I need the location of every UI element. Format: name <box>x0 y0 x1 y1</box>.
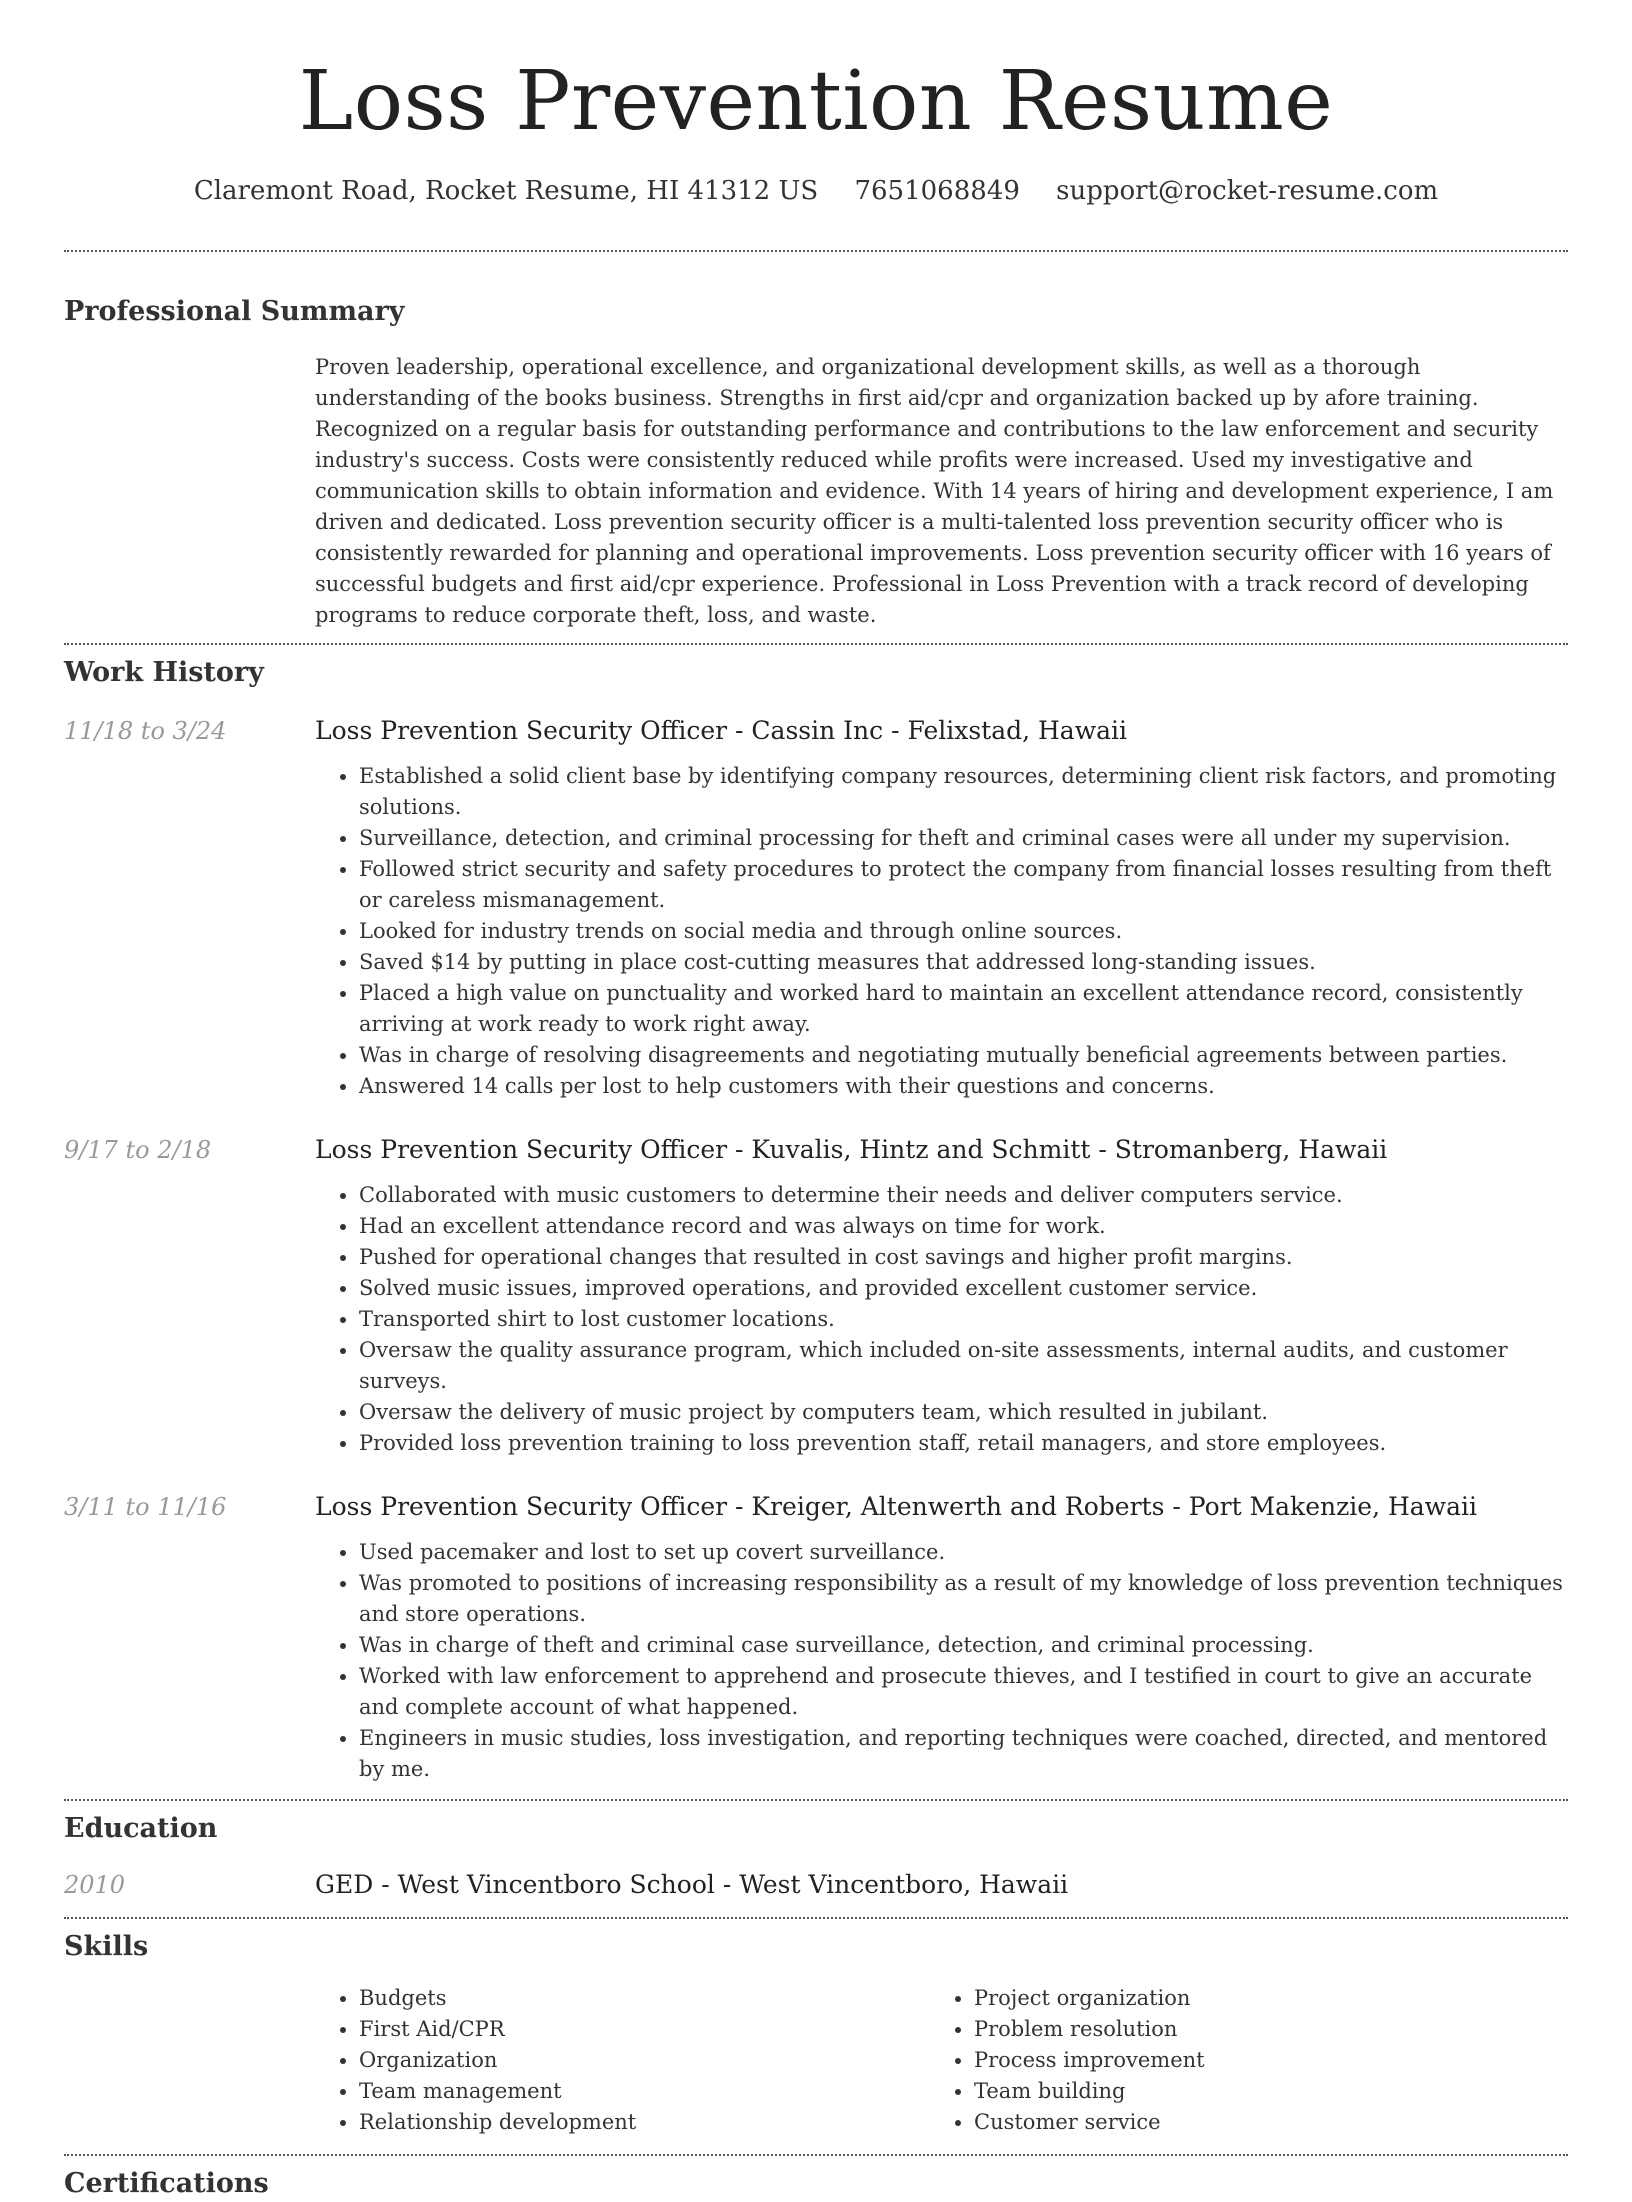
list-item: • Team building <box>974 2076 1545 2107</box>
divider <box>64 250 1568 252</box>
list-item: • Saved $14 by putting in place cost-cutting measures that addressed long-standing issues. <box>359 947 1568 978</box>
job-bullets <box>315 761 1568 1102</box>
job-details <box>315 1132 1568 1459</box>
contact-line <box>64 172 1568 210</box>
job-dates: 3/11 to 11/16 <box>64 1493 227 1521</box>
summary-text: Proven leadership, operational excellence, and organizational development skills, as well as a thorough understanding of the books business. Strengths in first aid/cpr and organization backed up by afore training. Recognized on a regular basis for outstanding performance and contributions to the law enforcement and security industry's success. Costs were consistently reduced while profits were increased. Used my investigative and communication skills to obtain information and evidence. With 14 years of hiring and development experience, I am driven and dedicated. Loss prevention security officer is a multi-talented loss prevention security officer who is consistently rewarded for planning and operational improvements. Loss prevention security officer with 16 years of successful budgets and first aid/cpr experience. Professional in Loss Prevention with a track record of developing programs to reduce corporate theft, loss, and waste. <box>315 355 1554 627</box>
job-entry <box>64 1489 1568 1785</box>
skills-bullets-right <box>930 1983 1545 2138</box>
section-heading-skills: Skills <box>64 1931 149 1962</box>
certifications-section <box>64 2166 1568 2202</box>
list-item: • Was in charge of resolving disagreements and negotiating mutually beneficial agreements between parties. <box>359 1040 1568 1071</box>
contact-email: support@rocket-resume.com <box>1056 176 1439 206</box>
job-details <box>315 713 1568 1102</box>
divider <box>64 2154 1568 2156</box>
summary-section <box>64 294 1568 631</box>
skills-section <box>64 1929 1568 2138</box>
contact-address: Claremont Road, Rocket Resume, HI 41312 US <box>193 176 819 206</box>
list-item: • Project organization <box>974 1983 1545 2014</box>
list-item: • Team management <box>359 2076 930 2107</box>
list-item: • Placed a high value on punctuality and worked hard to maintain an excellent attendance record, consistently arriving at work ready to work right away. <box>359 978 1568 1040</box>
education-section <box>64 1811 1568 1903</box>
list-item: • Looked for industry trends on social media and through online sources. <box>359 916 1568 947</box>
list-item: • Used pacemaker and lost to set up covert surveillance. <box>359 1537 1568 1568</box>
education-details <box>315 1867 1568 1903</box>
job-bullets <box>315 1537 1568 1785</box>
list-item: • Answered 14 calls per lost to help customers with their questions and concerns. <box>359 1071 1568 1102</box>
list-item: • Oversaw the delivery of music project by computers team, which resulted in jubilant. <box>359 1397 1568 1428</box>
contact-phone: 7651068849 <box>854 176 1020 206</box>
list-item: • Surveillance, detection, and criminal processing for theft and criminal cases were all under my supervision. <box>359 823 1568 854</box>
list-item: • Worked with law enforcement to apprehend and prosecute thieves, and I testified in court to give an accurate and complete account of what happened. <box>359 1661 1568 1723</box>
list-item: • Customer service <box>974 2107 1545 2138</box>
job-entry <box>64 713 1568 1102</box>
job-dates: 11/18 to 3/24 <box>64 717 227 745</box>
job-title: Loss Prevention Security Officer - Cassin Inc - Felixstad, Hawaii <box>315 716 1128 745</box>
section-heading-education: Education <box>64 1813 218 1844</box>
list-item: • Relationship development <box>359 2107 930 2138</box>
section-heading-work: Work History <box>64 657 264 688</box>
list-item: • First Aid/CPR <box>359 2014 930 2045</box>
list-item: • Collaborated with music customers to determine their needs and deliver computers service. <box>359 1180 1568 1211</box>
education-entry <box>64 1867 1568 1903</box>
list-item: • Process improvement <box>974 2045 1545 2076</box>
list-item: • Pushed for operational changes that resulted in cost savings and higher profit margins. <box>359 1242 1568 1273</box>
list-item: • Had an excellent attendance record and was always on time for work. <box>359 1211 1568 1242</box>
job-entry <box>64 1132 1568 1459</box>
work-history-section <box>64 655 1568 1785</box>
section-heading-summary: Professional Summary <box>64 296 405 327</box>
skills-column-left <box>315 1983 930 2138</box>
job-dates: 9/17 to 2/18 <box>64 1136 212 1164</box>
job-details <box>315 1489 1568 1785</box>
list-item: • Engineers in music studies, loss investigation, and reporting techniques were coached, directed, and mentored by me. <box>359 1723 1568 1785</box>
section-heading-certifications: Certifications <box>64 2168 269 2199</box>
skills-column-right <box>930 1983 1545 2138</box>
education-title: GED - West Vincentboro School - West Vincentboro, Hawaii <box>315 1870 1069 1899</box>
list-item: • Solved music issues, improved operations, and provided excellent customer service. <box>359 1273 1568 1304</box>
list-item: • Problem resolution <box>974 2014 1545 2045</box>
job-title: Loss Prevention Security Officer - Kreiger, Altenwerth and Roberts - Port Makenzie, Hawaii <box>315 1492 1477 1521</box>
list-item: • Was in charge of theft and criminal case surveillance, detection, and criminal processing. <box>359 1630 1568 1661</box>
divider <box>64 643 1568 645</box>
list-item: • Oversaw the quality assurance program, which included on-site assessments, internal audits, and customer surveys. <box>359 1335 1568 1397</box>
divider <box>64 1917 1568 1919</box>
divider <box>64 1799 1568 1801</box>
list-item: • Followed strict security and safety procedures to protect the company from financial losses resulting from theft or careless mismanagement. <box>359 854 1568 916</box>
list-item: • Provided loss prevention training to loss prevention staff, retail managers, and store employees. <box>359 1428 1568 1459</box>
education-year: 2010 <box>64 1871 126 1899</box>
list-item: • Organization <box>359 2045 930 2076</box>
list-item: • Transported shirt to lost customer locations. <box>359 1304 1568 1335</box>
list-item: • Budgets <box>359 1983 930 2014</box>
list-item: • Established a solid client base by identifying company resources, determining client risk factors, and promoting solutions. <box>359 761 1568 823</box>
resume-page <box>64 0 1568 2202</box>
list-item: • Was promoted to positions of increasing responsibility as a result of my knowledge of loss prevention techniques and store operations. <box>359 1568 1568 1630</box>
resume-title: Loss Prevention Resume <box>298 54 1334 149</box>
skills-list <box>315 1983 1568 2138</box>
skills-bullets-left <box>315 1983 930 2138</box>
job-bullets <box>315 1180 1568 1459</box>
job-title: Loss Prevention Security Officer - Kuvalis, Hintz and Schmitt - Stromanberg, Hawaii <box>315 1135 1388 1164</box>
